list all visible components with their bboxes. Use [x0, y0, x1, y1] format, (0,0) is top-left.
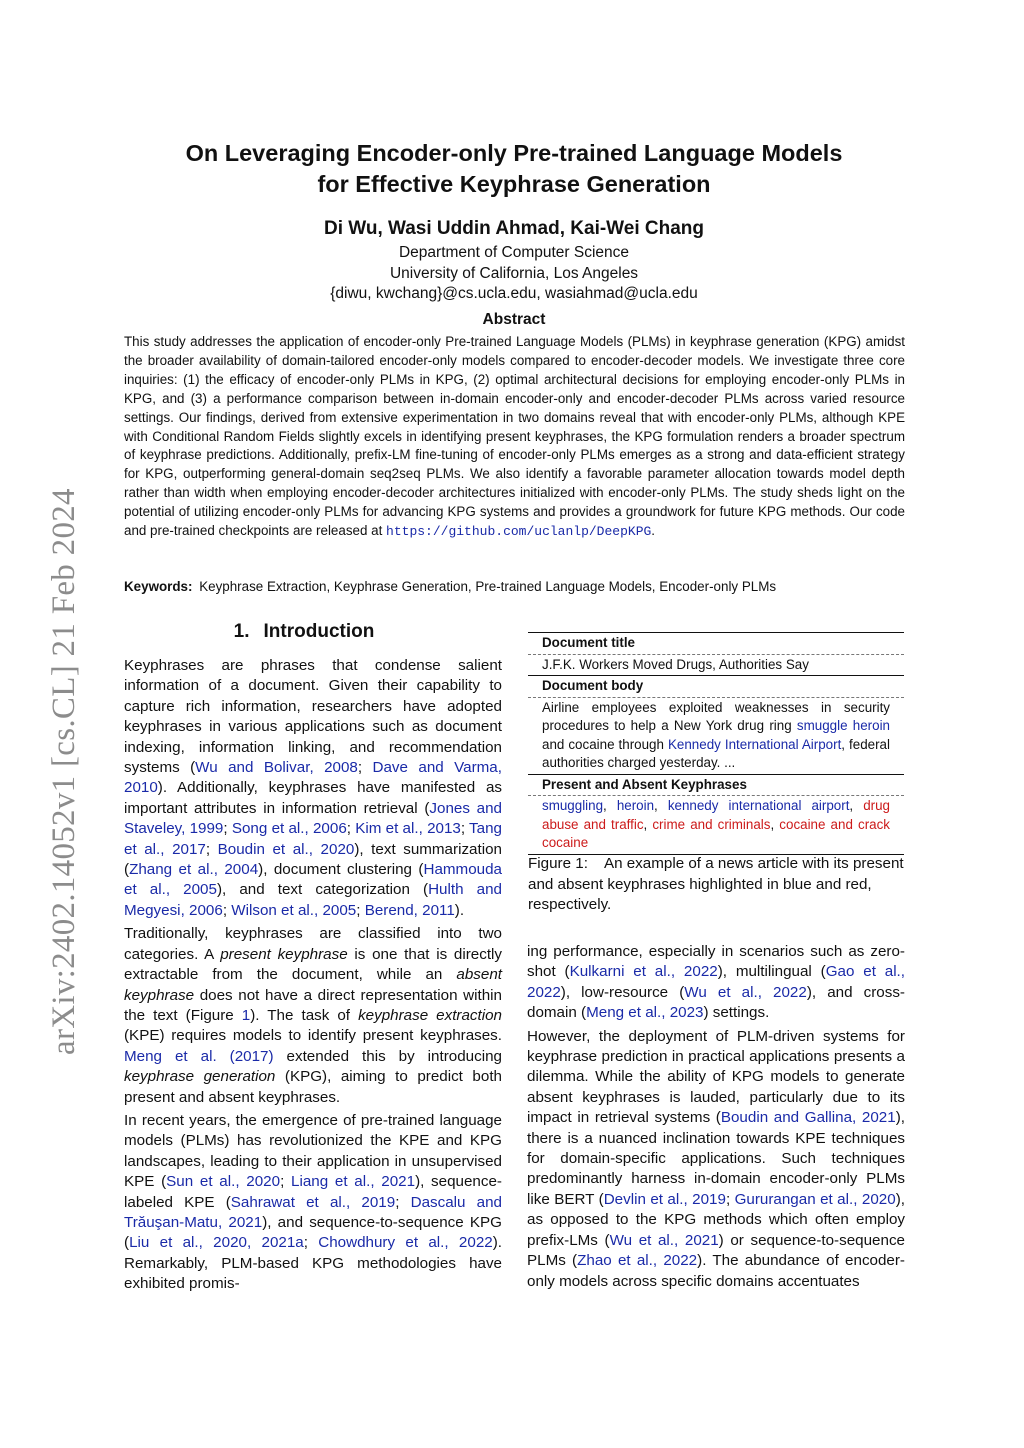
present-keyphrase: heroin: [616, 798, 655, 813]
citation-link[interactable]: Hulth and Megyesi, 2006: [124, 881, 502, 919]
citation-link[interactable]: Sahrawat et al., 2019: [230, 1193, 396, 1211]
citation-link[interactable]: Gao et al., 2022: [527, 963, 906, 1001]
absent-keyphrase: cocaine and crack cocaine: [542, 816, 890, 850]
paper-title: [124, 138, 904, 200]
citation-link[interactable]: Kulkarni et al., 2022: [569, 963, 718, 981]
citation-link[interactable]: Zhao et al., 2022: [577, 1252, 698, 1270]
abstract-text: This study addresses the application of encoder-only Pre-trained Language Models (PLMs) in keyphrase generation (KPG) amidst the broader availability of domain-tailored encoder-only models compared to encoder-decoder models. We investigate three core inquiries: (1) the efficacy of encoder-only PLMs in KPG, (2) optimal architectural decisions for employing encoder-only PLMs in KPG, and (3) a performance comparison between in-domain encoder-only and encoder-decoder PLMs across varied resource settings. Our findings, derived from extensive experimentation in two domains reveal that with encoder-only PLMs, although KPE with Conditional Random Fields slightly excels in identifying present keyphrases, the KPG formulation renders a broader spectrum of keyphrase predictions. Additionally, prefix-LM fine-tuning of encoder-only PLMs emerges as a strong and data-efficient strategy for KPG, outperforming general-domain seq2seq PLMs. We also identify a favorable parameter allocation towards model depth rather than width when employing encoder-decoder architectures initialized with encoder-only PLMs. The study sheds light on the potential of utilizing encoder-only PLMs for advancing KPG systems and provides a groundwork for future KPG methods. Our code and pre-trained checkpoints are released at: [124, 334, 905, 539]
citation-link[interactable]: Wu et al., 2022: [684, 983, 807, 1001]
authors: Di Wu, Wasi Uddin Ahmad, Kai-Wei Chang: [323, 218, 704, 239]
figure-1: [528, 632, 904, 855]
citation-link[interactable]: Wilson et al., 2005: [231, 901, 357, 919]
affiliation-department: Department of Computer Science: [398, 244, 630, 261]
present-keyphrase-highlight: Kennedy International Airport: [667, 736, 842, 752]
left-column: [124, 656, 502, 1298]
figure-title-text: J.F.K. Workers Moved Drugs, Authorities Say: [542, 656, 809, 672]
figure-body-heading: Document body: [542, 678, 644, 693]
arxiv-stamp-text: arXiv:2402.14052v1 [cs.CL] 21 Feb 2024: [46, 488, 82, 1055]
citation-link[interactable]: Liang et al., 2021: [291, 1173, 416, 1191]
figure-keyphrase-list: smuggling, heroin, kennedy international airport, drug abuse and traffic, crime and criminals, cocaine and crack cocaine: [542, 798, 890, 850]
citation-link[interactable]: Devlin et al., 2019: [603, 1190, 726, 1208]
figure-caption: [528, 854, 904, 916]
intro-paragraph-4: ing performance, especially in scenarios such as zero-shot (Kulkarni et al., 2022), multilingual (Gao et al., 2022), low-resource (Wu et al., 2022), and cross-domain (Meng et al., 2023) settings.: [527, 943, 906, 1022]
figure-ref-link[interactable]: 1: [241, 1006, 251, 1024]
citation-link[interactable]: Liu et al., 2020, 2021a: [129, 1234, 304, 1252]
title-line-2: for Effective Keyphrase Generation: [317, 171, 711, 197]
right-column: [527, 942, 905, 1295]
citation-link[interactable]: Boudin and Gallina, 2021: [720, 1109, 896, 1127]
citation-link[interactable]: Song et al., 2006: [231, 820, 347, 838]
code-url-link[interactable]: https://github.com/uclanlp/DeepKPG: [386, 524, 652, 540]
intro-paragraph-3: In recent years, the emergence of pre-trained language models (PLMs) has revolutionized the KPE and KPG landscapes, leading to their application in unsupervised KPE (Sun et al., 2020; Liang et al., 2021), sequence-labeled KPE (Sahrawat et al., 2019; Dascalu and Trăuşan-Matu, 2021), and sequence-to-sequence KPG (Liu et al., 2020, 2021a; Chowdhury et al., 2022). Remarkably, PLM-based KPG methodologies have exhibited promis-: [124, 1111, 502, 1293]
citation-link[interactable]: Boudin et al., 2020: [217, 840, 355, 858]
citation-link[interactable]: Dascalu and Trăuşan-Matu, 2021: [124, 1193, 502, 1231]
keywords-label: Keywords:: [124, 579, 193, 594]
citation-link[interactable]: Kim et al., 2013: [355, 820, 461, 838]
citation-link[interactable]: Berend, 2011: [364, 901, 455, 919]
keywords: [124, 579, 905, 594]
affiliation-university: University of California, Los Angeles: [389, 264, 639, 282]
citation-link[interactable]: Meng et al., 2023: [586, 1004, 704, 1022]
figure-caption-label: Figure 1:: [528, 855, 588, 872]
citation-link[interactable]: Hammouda et al., 2005: [124, 861, 502, 899]
citation-link[interactable]: Meng et al. (2017): [124, 1047, 274, 1065]
citation-link[interactable]: Wu et al., 2021: [609, 1231, 719, 1249]
citation-link[interactable]: Chowdhury et al., 2022: [318, 1234, 493, 1252]
figure-caption-text: An example of a news article with its present and absent keyphrases highlighted in blue and red, respectively.: [528, 855, 904, 913]
intro-paragraph-2: Traditionally, keyphrases are classified into two categories. A present keyphrase is one that is directly extractable from the document, while an absent keyphrase does not have a direct representation within the text (Figure 1). The task of keyphrase extraction (KPE) requires models to identify present keyphrases. Meng et al. (2017) extended this by introducing keyphrase generation (KPG), aiming to predict both present and absent keyphrases.: [124, 925, 503, 1106]
section-number: 1.: [233, 621, 250, 642]
present-keyphrase: smuggling: [542, 798, 604, 813]
intro-paragraph-5: However, the deployment of PLM-driven systems for keyphrase prediction in practical applications presents a dilemma. While the ability of KPG models to generate absent keyphrases is lauded, particularly due to its impact in retrieval systems (Boudin and Gallina, 2021), there is a nuanced inclination towards KPE techniques for domain-specific applications. Such techniques predominantly harness in-domain encoder-only PLMs like BERT (Devlin et al., 2019; Gururangan et al., 2020), as opposed to the KPG methods which often employ prefix-LMs (Wu et al., 2021) or sequence-to-sequence PLMs (Zhao et al., 2022). The abundance of encoder-only models across specific domains accentuates: [527, 1027, 905, 1290]
affiliation-emails: {diwu, kwchang}@cs.ucla.edu, wasiahmad@ucla.edu: [330, 285, 698, 302]
arxiv-stamp: [28, 435, 82, 1055]
present-keyphrase: kennedy international airport: [667, 798, 850, 813]
absent-keyphrase: drug abuse and traffic: [542, 798, 890, 832]
citation-link[interactable]: Sun et al., 2020: [166, 1173, 281, 1191]
citation-link[interactable]: Dave and Varma, 2010: [124, 759, 502, 797]
abstract: This study addresses the application of encoder-only Pre-trained Language Models (PLMs) in keyphrase generation (KPG) amidst the broader availability of domain-tailored encoder-only models compared to encoder-decoder models. We investigate three core inquiries: (1) the efficacy of encoder-only PLMs in KPG, (2) optimal architectural decisions for employing encoder-only PLMs in KPG, and (3) a performance comparison between in-domain encoder-only and encoder-decoder PLMs across varied resource settings. Our findings, derived from extensive experimentation in two domains reveal that with encoder-only PLMs, although KPE with Conditional Random Fields slightly excels in identifying present keyphrases, the KPG formulation renders a broader spectrum of keyphrase predictions. Additionally, prefix-LM fine-tuning of encoder-only PLMs emerges as a strong and data-efficient strategy for KPG, outperforming general-domain seq2seq PLMs. We also identify a favorable parameter allocation towards model depth rather than width when employing encoder-decoder architectures initialized with encoder-only PLMs. The study sheds light on the potential of utilizing encoder-only PLMs for advancing KPG systems and provides a groundwork for future KPG methods. Our code and pre-trained checkpoints are released at https://github.com/uclanlp/DeepKPG.: [124, 334, 905, 540]
citation-link[interactable]: Tang et al., 2017: [124, 820, 502, 858]
title-line-1: On Leveraging Encoder-only Pre-trained Language Models: [185, 140, 843, 166]
citation-link[interactable]: Zhang et al., 2004: [129, 861, 259, 879]
absent-keyphrase: crime and criminals: [652, 816, 771, 832]
section-title: Introduction: [263, 621, 375, 642]
present-keyphrase-highlight: smuggle heroin: [796, 718, 890, 733]
citation-link[interactable]: Jones and Staveley, 1999: [124, 799, 502, 838]
citation-link[interactable]: Wu and Bolivar, 2008: [195, 759, 358, 777]
intro-paragraph-1: Keyphrases are phrases that condense salient information of a document. Given their capability to capture rich information, researchers have adopted keyphrases in various applications such as document indexing, information linking, and recommendation systems (Wu and Bolivar, 2008; Dave and Varma, 2010). Additionally, keyphrases have manifested as important attributes in information retrieval (Jones and Staveley, 1999; Song et al., 2006; Kim et al., 2013; Tang et al., 2017; Boudin et al., 2020), text summarization (Zhang et al., 2004), document clustering (Hammouda et al., 2005), and text categorization (Hulth and Megyesi, 2006; Wilson et al., 2005; Berend, 2011).: [124, 657, 502, 919]
figure-title-heading: Document title: [542, 635, 635, 650]
abstract-heading: Abstract: [482, 311, 546, 328]
figure-keyphrase-heading: Present and Absent Keyphrases: [542, 776, 747, 792]
section-heading-introduction: [124, 621, 498, 643]
affiliation: [124, 243, 904, 305]
citation-link[interactable]: Gururangan et al., 2020: [734, 1190, 896, 1208]
keywords-text: Keyphrase Extraction, Keyphrase Generation, Pre-trained Language Models, Encoder-only PLMs: [199, 579, 777, 594]
figure-body-text: Airline employees exploited weaknesses in security procedures to help a New York drug ring smuggle heroin and cocaine through Kennedy International Airport, federal authorities charged yesterday. ...: [542, 699, 890, 770]
